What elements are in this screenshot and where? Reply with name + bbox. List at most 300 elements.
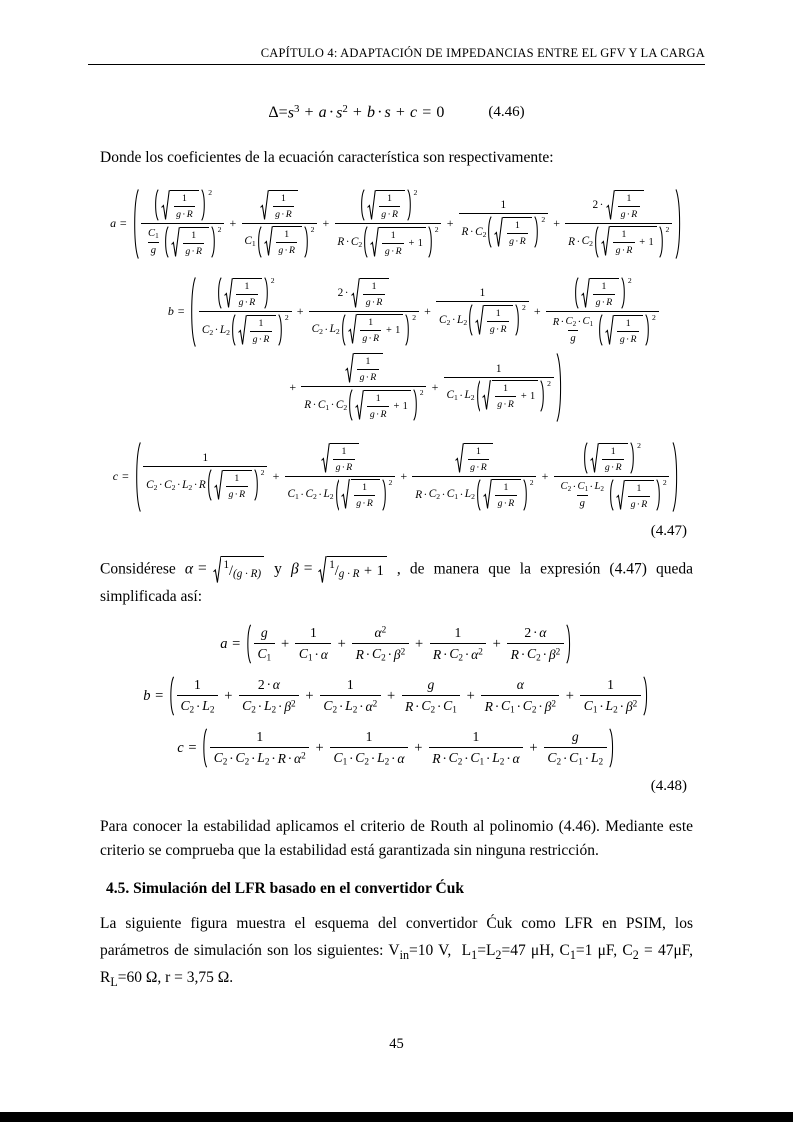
math-variable: α — [539, 625, 547, 641]
math-subscript: 2 — [343, 402, 348, 412]
math-fraction — [352, 625, 408, 663]
math-superscript-group — [153, 189, 212, 221]
math-operator: + — [395, 103, 405, 121]
radical-icon — [214, 470, 223, 501]
math-variable: C — [317, 398, 326, 411]
math-variable: C — [244, 235, 252, 248]
math-subscript: 2 — [209, 705, 215, 716]
math-denominator — [273, 206, 295, 220]
math-numerator — [619, 229, 629, 240]
math-number: 1 — [376, 562, 384, 579]
math-paren-content — [614, 480, 656, 511]
math-subscript: 1 — [589, 320, 594, 329]
math-fraction — [382, 230, 404, 257]
math-subscript: 2 — [226, 327, 230, 337]
math-subscripted-var — [447, 488, 458, 501]
math-variable: R — [606, 296, 613, 308]
math-paren-content — [480, 380, 540, 411]
math-variable: g — [615, 245, 621, 257]
math-number: 1 — [636, 482, 642, 494]
right-paren-icon — [609, 728, 615, 768]
math-variable: β — [291, 560, 299, 578]
math-numerator — [258, 625, 272, 641]
text-run: = 47μF, R — [100, 941, 697, 987]
math-denominator — [360, 330, 382, 344]
math-variable: L — [594, 481, 601, 493]
math-variable: g — [369, 408, 375, 420]
math-operator: · — [464, 646, 470, 662]
math-denominator — [199, 311, 291, 346]
math-operator: · — [626, 208, 630, 220]
right-paren-icon — [278, 314, 284, 346]
text-run: La siguiente figura muestra el esquema del convertidor Ćuk como LFR en PSIM, los parámetros de simulación son los siguientes: V — [100, 914, 697, 959]
left-paren-icon — [133, 441, 141, 513]
math-sqrt — [581, 278, 619, 309]
math-fraction — [145, 228, 161, 256]
math-number: 1 — [280, 192, 286, 204]
math-numerator — [568, 729, 582, 745]
math-sqrt — [214, 470, 252, 501]
math-fraction — [444, 363, 554, 412]
math-radicand — [223, 470, 252, 501]
math-variable: C — [577, 481, 585, 493]
math-paren-group — [347, 389, 419, 421]
math-variable: g — [356, 498, 362, 510]
math-operator: + — [289, 379, 297, 394]
math-denominator — [333, 459, 355, 473]
math-paren-group — [597, 314, 651, 346]
math-numerator — [493, 363, 504, 375]
math-variable: R — [380, 408, 387, 420]
math-number: 1 — [476, 445, 481, 457]
math-subscripted-var — [351, 236, 362, 249]
math-denominator — [577, 495, 588, 509]
math-denominator — [239, 695, 299, 715]
math-subscript: 1 — [452, 705, 457, 716]
math-paren-group — [230, 314, 284, 346]
math-variable: R — [630, 333, 637, 345]
math-subscript: 1 — [453, 393, 458, 403]
math-superscript-group — [206, 469, 265, 501]
math-variable: C — [439, 313, 447, 326]
math-superscript-group — [597, 314, 656, 346]
math-subscripted-var — [257, 646, 271, 663]
math-variable: g — [185, 245, 191, 257]
math-subscripted-var — [547, 750, 561, 767]
math-fraction — [565, 190, 672, 258]
math-superscript-group — [582, 442, 641, 474]
math-denominator — [429, 747, 523, 767]
math-paren-group — [362, 226, 434, 258]
math-numerator — [254, 677, 283, 693]
math-operator: · — [368, 333, 372, 345]
math-operator: + — [639, 237, 646, 249]
math-paren-content — [222, 278, 264, 309]
math-variable: g — [571, 729, 579, 745]
math-variable: C — [333, 750, 343, 766]
radical-icon — [606, 190, 615, 221]
math-variable: C — [475, 225, 483, 238]
math-operator: · — [370, 750, 376, 766]
math-subscript: 2 — [531, 705, 537, 716]
math-denominator — [382, 243, 404, 257]
math-radicand — [492, 479, 521, 510]
math-variable: L — [323, 488, 330, 501]
math-sup-base — [206, 469, 260, 501]
math-numerator — [360, 482, 370, 493]
math-exponent: 3 — [293, 103, 300, 115]
math-operator: + — [414, 739, 423, 756]
math-operator: · — [391, 245, 395, 257]
math-operator: + — [387, 687, 396, 704]
math-variable: R — [376, 296, 383, 308]
math-subscript: 2 — [430, 705, 436, 716]
math-variable: C — [501, 698, 511, 714]
math-numerator — [307, 625, 321, 641]
math-operator: · — [312, 399, 317, 412]
math-denominator — [367, 406, 389, 420]
math-fraction — [330, 729, 408, 767]
math-paren-group — [486, 216, 540, 248]
math-subscript: 1 — [569, 947, 576, 962]
math-denominator — [565, 223, 672, 258]
math-variable: α — [374, 625, 382, 641]
math-number: 1 — [601, 280, 607, 292]
math-variable: g — [275, 208, 280, 220]
math-fraction — [301, 353, 426, 421]
math-number: 1 — [202, 452, 209, 465]
math-variable: R — [198, 479, 206, 492]
math-subscript: 1 — [454, 492, 459, 502]
math-denominator — [226, 486, 248, 500]
radical-icon — [213, 556, 222, 584]
math-subscript: 2 — [352, 705, 358, 716]
math-exponent: 2 — [627, 276, 632, 286]
math-operator: + — [315, 739, 324, 756]
math-radicand — [625, 480, 654, 511]
math-number: 2 — [337, 287, 344, 300]
math-paren-group — [467, 304, 521, 336]
math-denominator — [617, 331, 639, 345]
math-subscripted-var — [333, 750, 347, 767]
text-run: y — [265, 560, 292, 578]
math-variable: C — [470, 750, 480, 766]
math-operator: · — [503, 399, 507, 411]
math-operator: · — [625, 333, 630, 345]
math-variable: R — [404, 698, 414, 714]
math-number: 1 — [625, 317, 631, 329]
math-numerator — [521, 625, 550, 641]
math-variable: α — [512, 750, 520, 766]
math-subscript: 2 — [384, 757, 390, 768]
math-radicand — [599, 443, 628, 474]
radical-icon — [367, 190, 376, 221]
math-denominator — [183, 243, 205, 257]
math-paren-content — [368, 227, 428, 258]
math-paren-group — [163, 226, 217, 258]
math-sup-base — [467, 304, 521, 336]
math-radicand — [221, 556, 264, 584]
math-subscript: g · R — [338, 567, 360, 580]
math-subscript: 1 — [251, 239, 256, 249]
math-exponent: 2 — [217, 225, 222, 235]
math-fraction — [357, 356, 379, 383]
header-title: CAPÍTULO 4: ADAPTACIÓN DE IMPEDANCIAS ENTRE EL GFV Y LA CARGA — [260, 46, 705, 60]
math-paren-content — [599, 226, 659, 257]
math-fraction — [495, 383, 517, 410]
math-paren-content — [141, 442, 672, 511]
math-variable: C — [146, 478, 154, 491]
math-sup-base — [597, 314, 651, 346]
math-operator: + — [305, 687, 314, 704]
math-subscript: 2 — [222, 757, 228, 768]
math-numerator — [257, 190, 303, 221]
math-superscript-group — [230, 314, 289, 346]
math-variable: g — [228, 488, 234, 500]
math-operator: = — [121, 469, 129, 484]
math-subscript: 2 — [613, 705, 618, 716]
math-subscript: 2 — [632, 947, 639, 962]
math-variable: C — [428, 488, 437, 501]
math-sup-base — [153, 189, 207, 221]
math-operator: · — [443, 646, 448, 662]
equation-number-4-47: (4.47) — [650, 522, 687, 539]
math-radicand — [590, 278, 619, 309]
math-operator: · — [560, 316, 565, 328]
math-operator: · — [300, 488, 304, 501]
math-variable: c — [410, 103, 418, 121]
math-fraction — [468, 446, 490, 473]
right-paren-icon — [656, 479, 662, 511]
math-number: 1 — [368, 317, 374, 329]
math-number: 1 — [362, 482, 367, 494]
math-subscripted-var — [330, 323, 340, 336]
math-radicand — [170, 190, 199, 221]
math-numerator — [282, 229, 292, 240]
radical-icon — [351, 278, 360, 309]
math-paren-group — [475, 479, 529, 511]
math-subscript: 2 — [463, 317, 468, 327]
math-subscripted-var — [449, 646, 463, 663]
math-fraction — [273, 193, 295, 220]
math-variable: R — [626, 245, 633, 257]
math-subscript: L — [110, 974, 118, 989]
math-paren-group — [188, 276, 661, 348]
equation-number: (4.46) — [488, 104, 525, 121]
math-number: 1 — [234, 472, 240, 484]
left-paren-icon — [131, 188, 139, 260]
math-operator: · — [176, 479, 181, 492]
right-paren-icon — [672, 441, 680, 513]
math-paren-group — [334, 479, 388, 511]
math-powered-var — [394, 647, 405, 663]
math-subscript: 1 — [578, 757, 583, 768]
math-denominator — [618, 206, 640, 220]
right-paren-icon — [523, 479, 529, 511]
math-exponent: 2 — [284, 313, 289, 323]
math-number: 1 — [626, 192, 632, 204]
math-numerator — [363, 356, 373, 367]
math-fraction — [459, 199, 548, 248]
math-sqrt — [370, 227, 426, 258]
math-variable: C — [569, 750, 579, 766]
math-radicand — [379, 227, 426, 258]
math-subscript: 2 — [470, 393, 475, 403]
math-sup-base — [582, 442, 636, 474]
math-subscripted-var — [470, 750, 484, 767]
math-operator: · — [338, 698, 344, 714]
math-operator: · — [538, 698, 543, 714]
math-subscripted-var — [523, 698, 537, 715]
math-variable: α — [516, 677, 524, 693]
radical-icon — [601, 226, 610, 257]
math-fraction — [183, 230, 205, 257]
math-paren-group — [359, 189, 413, 221]
math-subscripted-var — [561, 481, 572, 493]
math-denominator — [335, 223, 442, 258]
right-paren-icon — [201, 189, 207, 221]
math-superscript-group — [467, 304, 526, 336]
math-operator: + — [424, 304, 431, 319]
math-radicand — [464, 443, 493, 474]
math-fraction — [141, 189, 224, 258]
math-variable: g — [579, 498, 585, 510]
math-paren-content — [262, 226, 304, 257]
math-paren-group — [608, 479, 662, 511]
math-denominator — [141, 223, 224, 258]
math-numerator — [341, 353, 387, 384]
math-operator: + — [400, 469, 408, 484]
math-operator: · — [244, 296, 248, 308]
math-numerator — [501, 383, 511, 394]
math-operator: · — [464, 750, 469, 766]
math-variable: R — [432, 646, 442, 662]
math-subscripted-var — [318, 399, 329, 412]
math-subscripted-var — [244, 235, 255, 248]
math-operator: · — [257, 698, 263, 714]
math-variable: g — [260, 625, 268, 641]
math-sup-base — [216, 277, 270, 309]
math-operator: · — [520, 646, 526, 662]
math-variable: C — [371, 646, 382, 662]
math-powered-var — [471, 647, 483, 663]
math-variable: g — [176, 208, 181, 220]
math-operator: + — [352, 103, 362, 121]
math-subscripted-var — [312, 323, 323, 336]
math-subscripted-var — [148, 228, 159, 240]
math-numerator — [501, 482, 511, 493]
math-paren-group — [573, 277, 627, 309]
math-radicand — [503, 217, 532, 248]
math-paren-group — [245, 624, 573, 664]
math-superscript-group — [362, 226, 438, 258]
math-sup-base — [230, 314, 284, 346]
math-variable: R — [186, 208, 193, 220]
math-superscript-group — [163, 226, 222, 258]
math-numerator — [369, 281, 379, 292]
math-denominator — [402, 695, 461, 715]
math-variable: C — [235, 750, 245, 766]
math-numerator — [373, 393, 383, 404]
math-paren-group — [206, 469, 260, 501]
math-number: 2 — [592, 199, 599, 212]
math-operator: · — [258, 333, 263, 345]
math-subscript: 2 — [189, 705, 195, 716]
math-variable: a — [318, 103, 327, 121]
math-variable: L — [182, 478, 189, 491]
math-variable: C — [565, 316, 573, 328]
math-variable: g — [509, 235, 514, 247]
math-fraction — [254, 625, 275, 663]
math-subscripted-var — [421, 698, 435, 715]
math-operator: · — [515, 235, 519, 247]
math-subscript: 2 — [188, 482, 193, 492]
math-operator: = — [232, 635, 241, 652]
math-exponent: 2 — [551, 699, 557, 710]
math-operator: · — [365, 646, 371, 662]
math-operator: · — [345, 236, 350, 249]
math-sqrt — [494, 217, 532, 248]
math-subscripted-var — [323, 698, 337, 715]
math-variable: g — [238, 296, 244, 308]
math-exponent: 2 — [541, 215, 546, 225]
math-operator: · — [572, 481, 577, 493]
math-subscript: 2 — [209, 327, 214, 337]
math-variable: b — [143, 687, 151, 704]
math-sqrt — [348, 314, 404, 345]
math-paren-content — [139, 189, 675, 258]
math-paren-content — [473, 305, 515, 336]
math-variable: β — [284, 698, 292, 714]
math-fraction — [436, 287, 528, 336]
math-subscripted-var — [377, 750, 389, 767]
math-fraction — [481, 677, 559, 715]
math-subscript: 2 — [598, 757, 604, 768]
math-variable: C — [449, 646, 459, 662]
math-variable: R — [391, 208, 398, 220]
math-sqrt — [455, 443, 493, 474]
math-fraction — [430, 625, 487, 663]
math-operator: · — [250, 750, 256, 766]
math-number: 1 — [365, 729, 373, 745]
math-operator: + — [520, 391, 527, 403]
math-numerator — [451, 625, 465, 641]
math-variable: R — [415, 488, 423, 501]
math-variable: C — [148, 228, 156, 240]
math-exponent: 2 — [632, 699, 638, 710]
math-variable: L — [257, 750, 265, 766]
math-exponent: 2 — [522, 303, 526, 313]
equation-4-48-c — [0, 728, 793, 768]
math-number: 1 — [530, 391, 536, 403]
math-denominator — [568, 330, 579, 344]
math-number: / — [334, 562, 339, 579]
math-number: 1 — [503, 383, 508, 395]
math-operator: + — [322, 216, 330, 231]
math-denominator — [295, 643, 331, 663]
math-variable: L — [457, 313, 464, 326]
math-subscript: 2 — [589, 239, 593, 249]
radical-icon — [475, 305, 484, 336]
math-numerator — [590, 190, 648, 221]
math-operator: + — [492, 635, 501, 652]
math-operator: · — [451, 314, 456, 327]
math-numerator — [452, 443, 498, 474]
math-numerator — [343, 677, 357, 693]
math-denominator — [242, 223, 318, 258]
math-number: 1 — [607, 677, 614, 693]
math-sqrt — [616, 480, 654, 511]
